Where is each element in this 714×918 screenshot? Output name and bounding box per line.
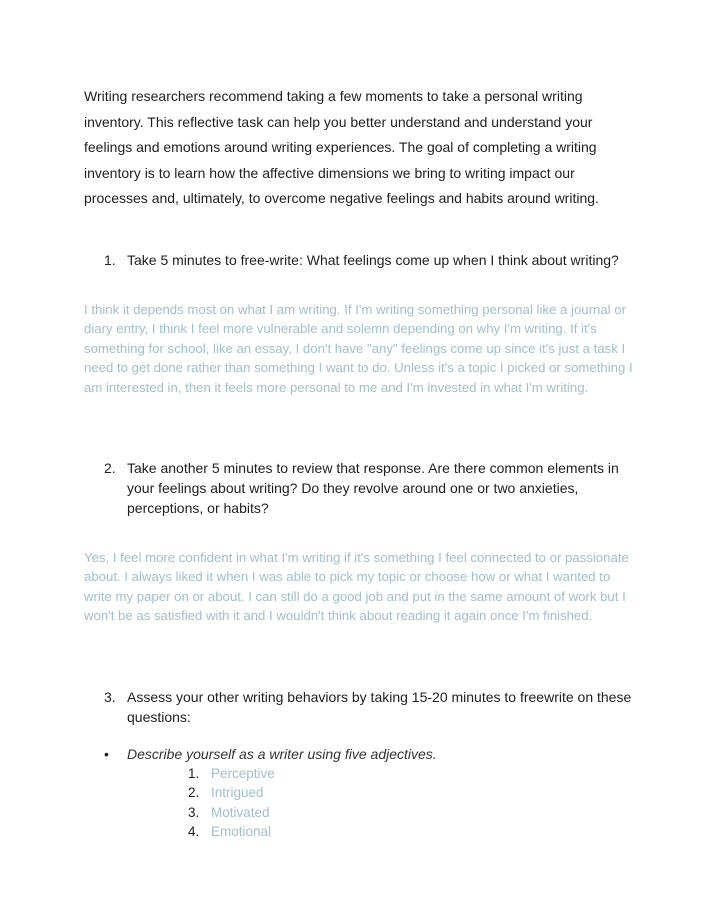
list-item-value: Motivated <box>211 804 270 820</box>
question-number: 1. <box>104 252 116 268</box>
adjective-list <box>188 764 275 842</box>
list-item-number: 1. <box>188 766 200 781</box>
answer-2: Yes, I feel more confident in what I'm writing if it's something I feel connected to or passionate about. I always liked it when I was able to pick my topic or choose how or what I wanted to write my paper on or about. I can still do a good job and put in the same amount of work but I won't be as satisfied with it and I wouldn't think about reading it again once I'm finished. <box>84 550 629 624</box>
bullet-item <box>84 744 644 764</box>
list-item <box>188 822 275 841</box>
list-item-number: 4. <box>188 824 200 840</box>
question-number: 3. <box>104 689 116 705</box>
list-item-value: Perceptive <box>211 766 275 781</box>
intro-paragraph: Writing researchers recommend taking a few moments to take a personal writing inventory. This reflective task can help you better understand and understand your feelings and emotions around writing experiences. The goal of completing a writing inventory is to learn how the affective dimensions we bring to writing impact our processes and, ultimately, to overcome negative feelings and habits around writing. <box>84 88 599 206</box>
question-text: Assess your other writing behaviors by taking 15-20 minutes to freewrite on these questions: <box>127 689 632 725</box>
list-item-value: Emotional <box>211 824 272 840</box>
list-item <box>188 783 275 802</box>
question-3 <box>84 687 644 727</box>
list-item-number: 2. <box>188 785 200 801</box>
question-1 <box>84 250 644 270</box>
list-item-number: 3. <box>188 804 200 820</box>
question-text: Take another 5 minutes to review that response. Are there common elements in your feelings about writing? Do they revolve around one or two anxieties, perceptions, or habits? <box>127 460 619 516</box>
list-item-value: Intrigued <box>211 785 264 801</box>
list-item <box>188 764 275 783</box>
bullet-text: Describe yourself as a writer using five adjectives. <box>127 746 437 762</box>
question-2 <box>84 458 644 518</box>
question-text: Take 5 minutes to free-write: What feelings come up when I think about writing? <box>127 252 619 268</box>
bullet-icon: • <box>104 746 109 762</box>
question-number: 2. <box>104 460 116 476</box>
list-item <box>188 803 275 822</box>
answer-1: I think it depends most on what I am writing. If I'm writing something personal like a journal or diary entry, I think I feel more vulnerable and solemn depending on why I'm writing. If it's something for school, like an essay, I don't have "any" feelings come up since it's just a task I need to get done rather than something I want to do. Unless it's a topic I picked or something I am interested in, then it feels more personal to me and I'm invested in what I'm writing. <box>84 302 633 395</box>
